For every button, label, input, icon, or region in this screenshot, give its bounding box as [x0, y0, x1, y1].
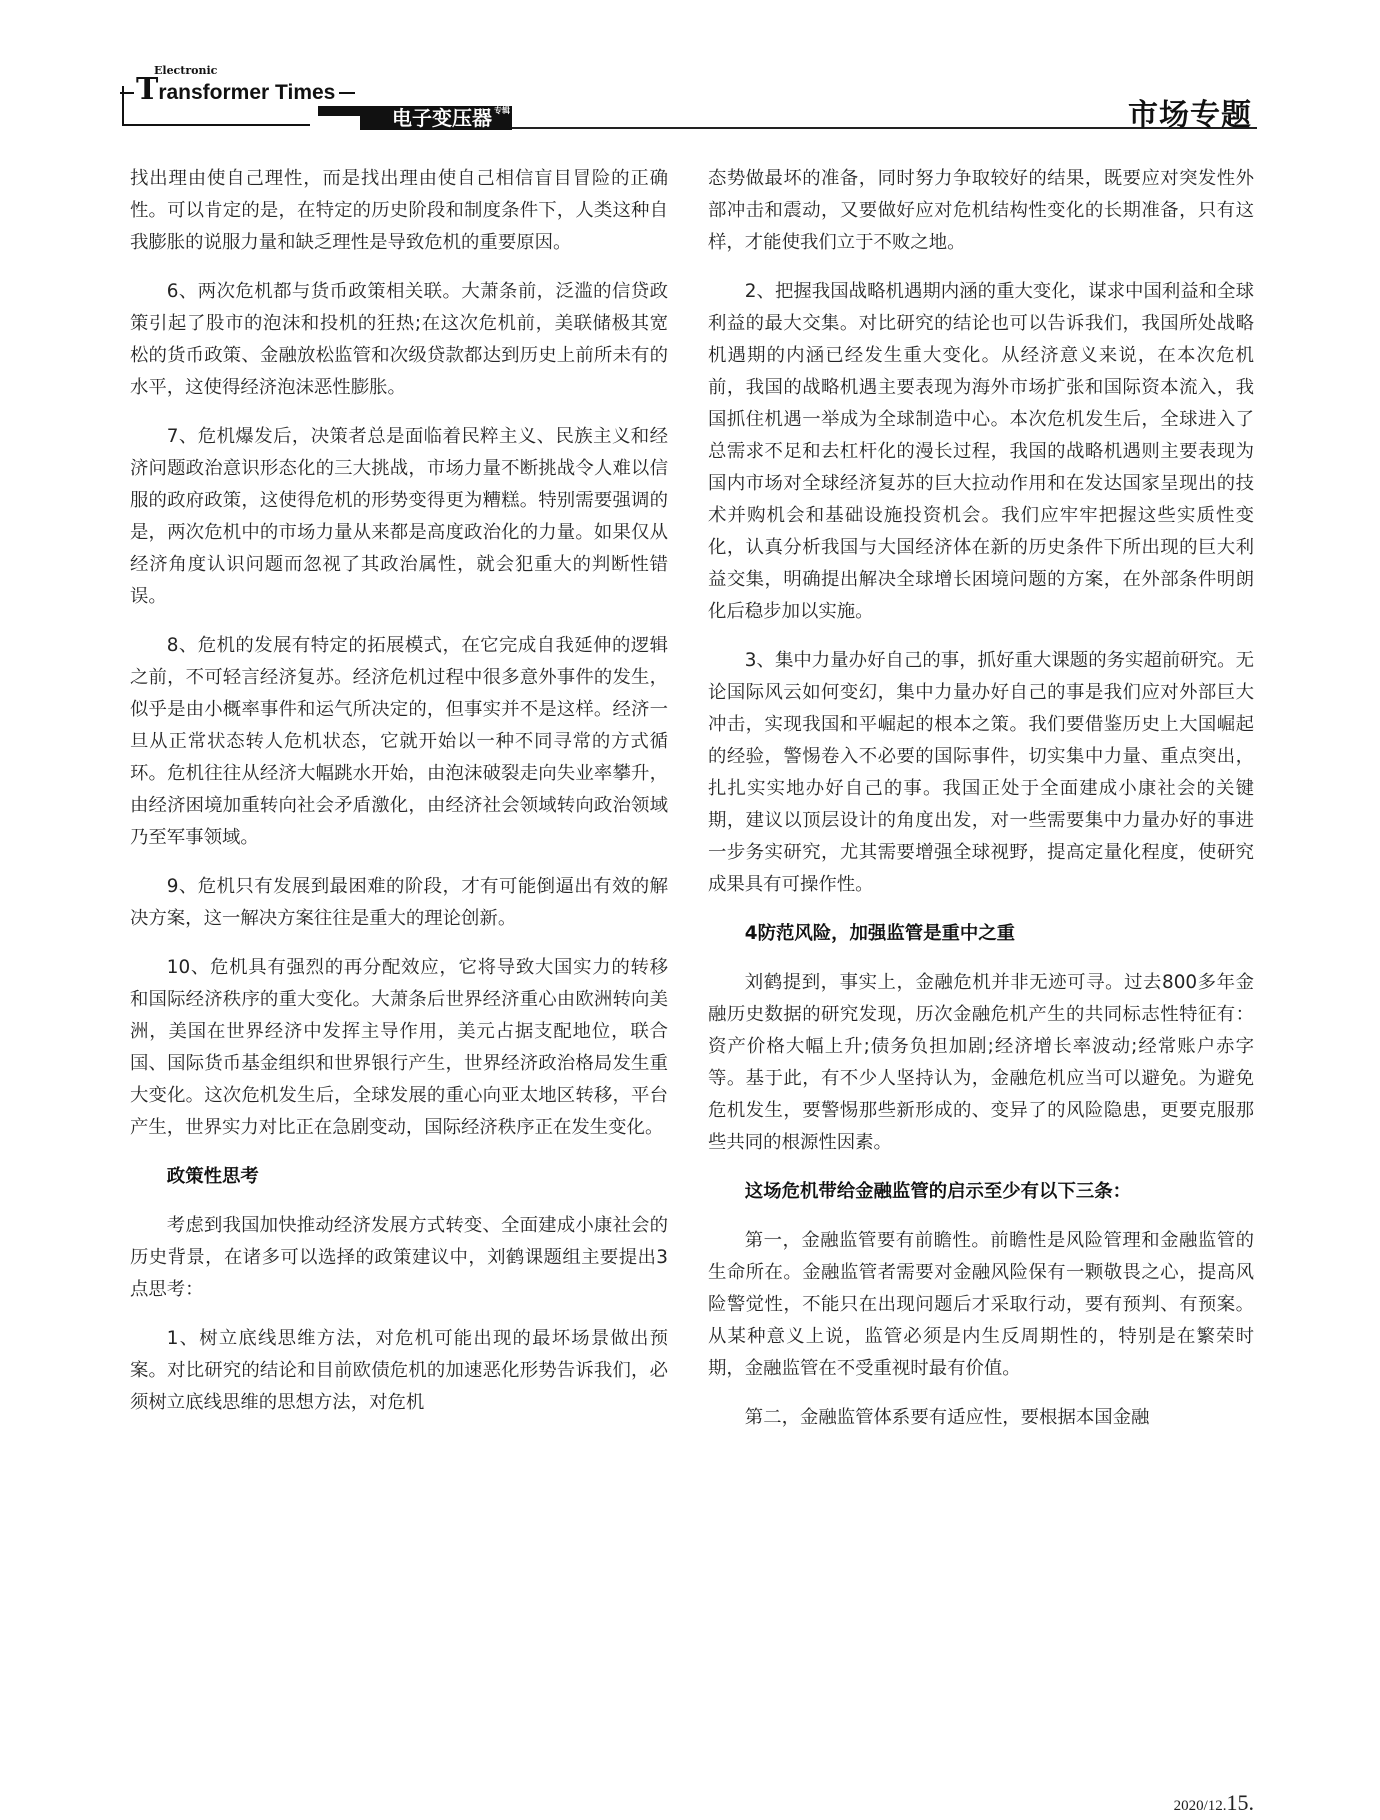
right-column	[708, 163, 1254, 1451]
left-column	[130, 163, 668, 1436]
continued-paragraph: 态势做最坏的准备，同时努力争取较好的结果，既要应对突发性外部冲击和震动，又要做好应对危机结构性变化的长期准备，只有这样，才能使我们立于不败之地。	[708, 168, 1254, 253]
brand-chinese-name: 电子变压器	[392, 106, 492, 130]
brand-tail-dash	[339, 92, 355, 94]
page-number: 15.	[1226, 1790, 1254, 1815]
brand-tag: 专辑	[494, 106, 510, 115]
body-paragraph: 7、危机爆发后，决策者总是面临着民粹主义、民族主义和经济问题政治意识形态化的三大挑战，市场力量不断挑战令人难以信服的政府政策，这使得危机的形势变得更为糟糕。特别需要强调的是，两次危机中的市场力量从来都是高度政治化的力量。如果仅从经济角度认识问题而忽视了其政治属性，就会犯重大的判断性错误。	[130, 426, 668, 607]
brand-chinese-banner	[360, 106, 512, 130]
body-paragraph: 9、危机只有发展到最困难的阶段，才有可能倒逼出有效的解决方案，这一解决方案往往是重大的理论创新。	[130, 876, 668, 929]
body-paragraph: 刘鹤提到，事实上，金融危机并非无迹可寻。过去800多年金融历史数据的研究发现，历次金融危机产生的共同标志性特征有：资产价格大幅上升;债务负担加剧;经济增长率波动;经常账户赤字等。基于此，有不少人坚持认为，金融危机应当可以避免。为避免危机发生，要警惕那些新形成的、变异了的风险隐患，更要克服那些共同的根源性因素。	[708, 972, 1254, 1153]
section-title: 市场专题	[1128, 98, 1252, 133]
section-heading: 政策性思考	[166, 1166, 259, 1187]
masthead-vertical-rule	[122, 86, 124, 126]
body-paragraph: 2、把握我国战略机遇期内涵的重大变化，谋求中国利益和全球利益的最大交集。对比研究的结论也可以告诉我们，我国所处战略机遇期的内涵已经发生重大变化。从经济意义来说，在本次危机前，我国的战略机遇主要表现为海外市场扩张和国际资本流入，我国抓住机遇一举成为全球制造中心。本次危机发生后，全球进入了总需求不足和去杠杆化的漫长过程，我国的战略机遇则主要表现为国内市场对全球经济复苏的巨大拉动作用和在发达国家呈现出的技术并购机会和基础设施投资机会。我们应牢牢把握这些实质性变化，认真分析我国与大国经济体在新的历史条件下所出现的巨大利益交集，明确提出解决全球增长困境问题的方案，在外部条件明朗化后稳步加以实施。	[708, 281, 1254, 622]
continued-paragraph: 找出理由使自己理性，而是找出理由使自己相信盲目冒险的正确性。可以肯定的是，在特定的历史阶段和制度条件下，人类这种自我膨胀的说服力量和缺乏理性是导致危机的重要原因。	[130, 168, 668, 253]
brand-first-letter: T	[136, 72, 159, 107]
brand-title-rest: ransformer Times	[158, 81, 336, 104]
body-paragraph: 6、两次危机都与货币政策相关联。大萧条前，泛滥的信贷政策引起了股市的泡沫和投机的狂热;在这次危机前，美联储极其宽松的货币政策、金融放松监管和次级贷款都达到历史上前所未有的水平，这使得经济泡沫恶性膨胀。	[130, 281, 668, 398]
masthead-left-rule	[122, 124, 310, 126]
body-paragraph: 10、危机具有强烈的再分配效应，它将导致大国实力的转移和国际经济秩序的重大变化。大萧条后世界经济重心由欧洲转向美洲，美国在世界经济中发挥主导作用，美元占据支配地位，联合国、国际货币基金组织和世界银行产生，世界经济政治格局发生重大变化。这次危机发生后，全球发展的重心向亚太地区转移，平台产生，世界实力对比正在急剧变动，国际经济秩序正在发生变化。	[130, 957, 668, 1138]
brand-electronic-label: Electronic	[154, 64, 218, 77]
section-heading: 这场危机带给金融监管的启示至少有以下三条：	[744, 1181, 1132, 1202]
body-paragraph: 1、树立底线思维方法，对危机可能出现的最坏场景做出预案。对比研究的结论和目前欧债危机的加速恶化形势告诉我们，必须树立底线思维的思想方法，对危机	[130, 1328, 668, 1413]
body-paragraph: 考虑到我国加快推动经济发展方式转变、全面建成小康社会的历史背景，在诸多可以选择的政策建议中，刘鹤课题组主要提出3点思考：	[130, 1215, 668, 1300]
issue-date: 2020/12.	[1173, 1798, 1227, 1814]
body-paragraph: 3、集中力量办好自己的事，抓好重大课题的务实超前研究。无论国际风云如何变幻，集中力量办好自己的事是我们应对外部巨大冲击，实现我国和平崛起的根本之策。我们要借鉴历史上大国崛起的经验，警惕卷入不必要的国际事件，切实集中力量、重点突出，扎扎实实地办好自己的事。我国正处于全面建成小康社会的关键期，建议以顶层设计的角度出发，对一些需要集中力量办好的事进一步务实研究，尤其需要增强全球视野，提高定量化程度，使研究成果具有可操作性。	[708, 650, 1254, 895]
page-footer	[1174, 1790, 1254, 1816]
section-heading: 4防范风险，加强监管是重中之重	[744, 923, 1016, 944]
body-paragraph: 第二，金融监管体系要有适应性，要根据本国金融	[744, 1407, 1150, 1428]
brand-title	[120, 72, 355, 107]
body-paragraph: 第一，金融监管要有前瞻性。前瞻性是风险管理和金融监管的生命所在。金融监管者需要对金融风险保有一颗敬畏之心，提高风险警觉性，不能只在出现问题后才采取行动，要有预判、有预案。从某种意义上说，监管必须是内生反周期性的，特别是在繁荣时期，金融监管在不受重视时最有价值。	[708, 1230, 1254, 1379]
body-paragraph: 8、危机的发展有特定的拓展模式，在它完成自我延伸的逻辑之前，不可轻言经济复苏。经济危机过程中很多意外事件的发生，似乎是由小概率事件和运气所决定的，但事实并不是这样。经济一旦从正常状态转人危机状态，它就开始以一种不同寻常的方式循环。危机往往从经济大幅跳水开始，由泡沫破裂走向失业率攀升，由经济困境加重转向社会矛盾激化，由经济社会领域转向政治领域乃至军事领域。	[130, 635, 668, 848]
